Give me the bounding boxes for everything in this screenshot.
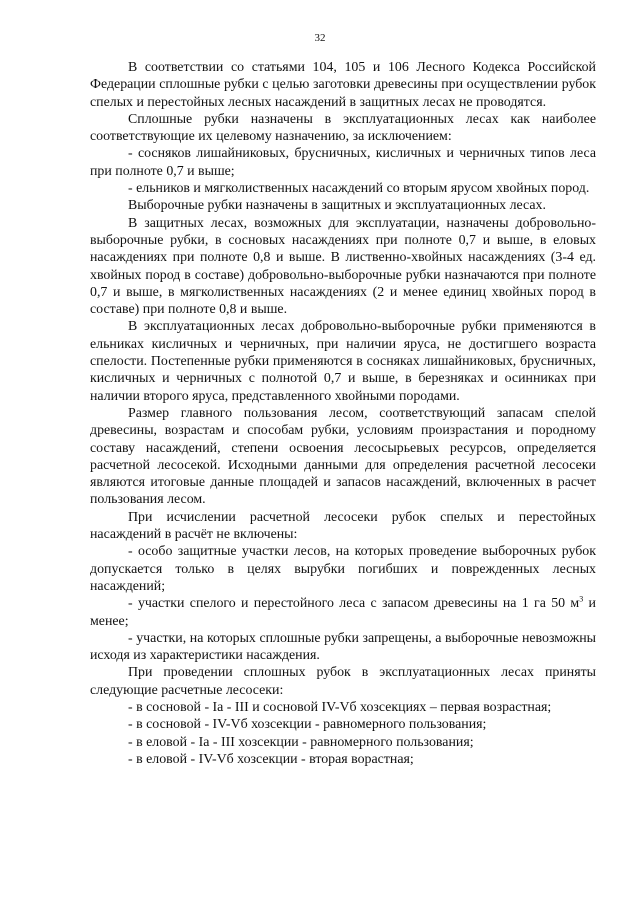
paragraph: При исчислении расчетной лесосеки рубок спелых и перестойных насаждений в расчёт не включены: xyxy=(90,509,596,543)
list-item: - особо защитные участки лесов, на которых проведение выборочных рубок допускается только в целях вырубки погибших и поврежденных лесных насаждений; xyxy=(90,544,596,594)
paragraph: В защитных лесах, возможных для эксплуатации, назначены добровольно-выборочные рубки, в сосновых насаждениях при полноте 0,7 и выше, в еловых насаждениях при полноте 0,8 и выше. В лиственно-хвойных насаждениях (3-4 ед. хвойных пород в составе) добровольно-выборочные рубки назначаются при полноте 0,7 и выше, в мягколиственных насаждениях (2 и менее единиц хвойных пород в составе) при полноте 0,8 и выше. xyxy=(90,215,596,318)
list-item-text-end: и менее; xyxy=(90,596,596,629)
list-item-text: - участки спелого и перестойного леса с запасом древесины на 1 га 50 м xyxy=(128,596,580,612)
list-item: - в еловой - Iа - III хозсекции - равномерного пользования; xyxy=(128,734,474,750)
list-item: - в сосновой - Iа - III и сосновой IV-Vб хозсекциях – первая возрастная; xyxy=(128,699,552,715)
paragraph: В соответствии со статьями 104, 105 и 106 Лесного Кодекса Российской Федерации сплошные рубки с целью заготовки древесины при осуществлении рубок спелых и перестойных лесных насаждений в защитных лесах не проводятся. xyxy=(90,60,596,110)
paragraph: В эксплуатационных лесах добровольно-выборочные рубки применяются в ельниках кисличных и черничных, при наличии яруса, не достигшего возраста спелости. Постепенные рубки применяются в сосняках лишайниковых, брусничных, кисличных и черничных с полнотой 0,7 и выше, в березняках и осинниках при наличии второго яруса, представленного хвойными породами. xyxy=(90,319,596,404)
list-item: - участки, на которых сплошные рубки запрещены, а выборочные невозможны исходя из характеристики насаждения. xyxy=(90,630,596,664)
page-number: 32 xyxy=(314,32,326,44)
list-item: - ельников и мягколиственных насаждений со вторым ярусом хвойных пород. xyxy=(128,181,590,197)
list-item: - сосняков лишайниковых, брусничных, кисличных и черничных типов леса при полноте 0,7 и выше; xyxy=(90,146,596,179)
document-body xyxy=(90,59,596,768)
paragraph: Сплошные рубки назначены в эксплуатационных лесах как наиболее соответствующие их целевому назначению, за исключением: xyxy=(90,111,596,145)
paragraph: При проведении сплошных рубок в эксплуатационных лесах приняты следующие расчетные лесосеки: xyxy=(90,665,596,698)
paragraph: Выборочные рубки назначены в защитных и эксплуатационных лесах. xyxy=(128,198,546,214)
list-item: - в сосновой - IV-Vб хозсекции - равномерного пользования; xyxy=(128,717,487,733)
list-item xyxy=(90,595,596,630)
list-item: - в еловой - IV-Vб хозсекции - вторая ворастная; xyxy=(128,751,414,767)
paragraph: Размер главного пользования лесом, соответствующий запасам спелой древесины, возрастам и способам рубки, условиям произрастания и породному составу насаждений, степени освоения лесосырьевых ресурсов, определяется расчетной лесосекой. Исходными данными для определения расчетной лесосеки являются итоговые данные площадей и запасов насаждений, включенных в расчет пользования лесом. xyxy=(90,405,596,508)
superscript: 3 xyxy=(579,594,584,604)
